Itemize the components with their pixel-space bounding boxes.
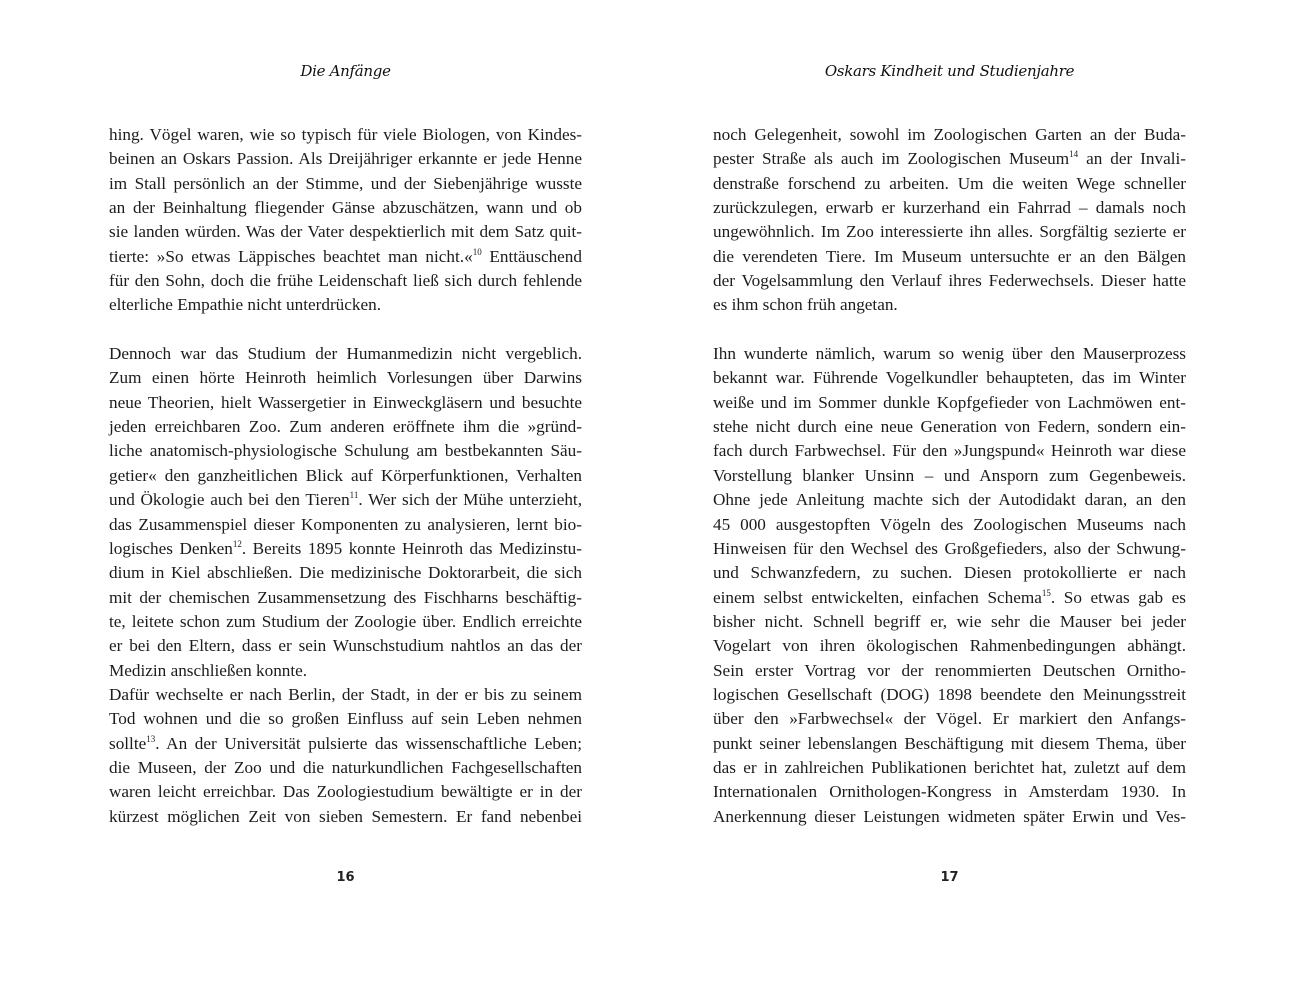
paragraph-gap	[713, 318, 1186, 342]
line-text: Internationalen Ornithologen-Kongress in Amsterdam 1930. In	[713, 782, 1186, 802]
text-line	[713, 805, 1186, 829]
line-text: an der Beinhaltung fliegender Gänse abzuschätzen, wann und ob	[109, 198, 582, 218]
line-text: pester Straße als auch im Zoologischen Museum	[713, 149, 1070, 169]
text-line	[109, 634, 582, 658]
line-text: Zum einen hörte Heinroth heimlich Vorlesungen über Darwins	[109, 368, 582, 388]
line-text: und Ökologie auch bei den Tieren	[109, 490, 350, 510]
line-text: kürzest möglichen Zeit von sieben Semestern. Er fand nebenbei	[109, 806, 582, 826]
text-line	[109, 220, 582, 244]
text-line	[713, 196, 1186, 220]
line-text: logischen Gesellschaft (DOG) 1898 beendete den Meinungsstreit	[713, 684, 1186, 704]
text-line	[109, 586, 582, 610]
text-line	[713, 732, 1186, 756]
line-text: . So etwas gab es	[1050, 587, 1186, 607]
paragraph	[713, 123, 1186, 318]
line-text: waren leicht erreichbar. Das Zoologiestudium bewältigte er in der	[109, 782, 582, 802]
text-line	[713, 391, 1186, 415]
text-line	[109, 683, 582, 707]
line-text: Sein erster Vortrag vor der renommierten Deutschen Ornitho-	[713, 660, 1186, 680]
line-text: für den Sohn, doch die frühe Leidenschaft ließ sich durch fehlende	[109, 271, 582, 291]
body-text	[109, 123, 582, 829]
text-line	[109, 659, 582, 683]
text-line	[713, 780, 1186, 804]
text-line	[713, 707, 1186, 731]
line-text: . Bereits 1895 konnte Heinroth das Medizinstu-	[241, 538, 582, 558]
line-text: . Wer sich der Mühe unterzieht,	[358, 490, 582, 510]
paragraph	[109, 342, 582, 683]
line-text: Hinweisen für den Wechsel des Großgefieders, also der Schwung-	[713, 538, 1186, 558]
line-text: tierte: »So etwas Läppisches beachtet man nicht.«	[109, 246, 473, 266]
footnote-marker[interactable]: 13	[146, 733, 156, 744]
text-line	[713, 172, 1186, 196]
line-text: es ihm schon früh angetan.	[713, 295, 898, 315]
line-text: Vorstellung blanker Unsinn – und Ansporn zum Gegenbeweis.	[713, 465, 1186, 485]
text-line	[713, 586, 1186, 610]
text-line	[713, 245, 1186, 269]
line-text: einem selbst entwickelten, einfachen Schema	[713, 587, 1042, 607]
line-text: weiße und im Sommer dunkle Kopfgefieder von Lachmöwen ent-	[713, 392, 1186, 412]
line-text: denstraße forschend zu arbeiten. Um die weiten Wege schneller	[713, 173, 1186, 193]
left-page	[0, 0, 647, 1000]
line-text: an der Invali-	[1078, 149, 1186, 169]
paragraph	[109, 123, 582, 318]
footnote-marker[interactable]: 10	[472, 246, 482, 257]
running-head: Die Anfänge	[300, 62, 391, 80]
line-text: Dennoch war das Studium der Humanmedizin nicht vergeblich.	[109, 344, 582, 364]
text-line	[109, 464, 582, 488]
line-text: Enttäuschend	[481, 246, 582, 266]
text-line	[713, 683, 1186, 707]
line-text: über den »Farbwechsel« der Vögel. Er markiert den Anfangs-	[713, 709, 1186, 729]
footnote-marker[interactable]: 14	[1069, 149, 1079, 160]
text-line	[109, 488, 582, 512]
paragraph	[713, 342, 1186, 829]
footnote-marker[interactable]: 15	[1041, 587, 1051, 598]
line-text: Ihn wunderte nämlich, warum so wenig über den Mauserprozess	[713, 344, 1186, 364]
text-line	[109, 780, 582, 804]
text-line	[109, 366, 582, 390]
line-text: sie landen würden. Was der Vater despektierlich mit dem Satz quit-	[109, 222, 582, 242]
paragraph-gap	[109, 318, 582, 342]
line-text: das Zusammenspiel dieser Komponenten zu analysieren, lernt bio-	[109, 514, 582, 534]
line-text: Vogelart von ihren ökologischen Rahmenbedingungen abhängt.	[713, 636, 1186, 656]
line-text: liche anatomisch-physiologische Schulung am bestbekannten Säu-	[109, 441, 582, 461]
text-line	[713, 415, 1186, 439]
line-text: das er in zahlreichen Publikationen berichtet hat, zuletzt auf dem	[713, 757, 1186, 777]
text-line	[713, 147, 1186, 171]
text-line	[713, 123, 1186, 147]
text-line	[109, 172, 582, 196]
text-line	[109, 805, 582, 829]
line-text: er bei den Eltern, dass er sein Wunschstudium nahtlos an das der	[109, 636, 582, 656]
right-page	[648, 0, 1295, 1000]
line-text: logisches Denken	[109, 538, 233, 558]
line-text: und Schwanzfedern, zu suchen. Diesen protokollierte er nach	[713, 563, 1186, 583]
text-line	[109, 537, 582, 561]
line-text: bekannt war. Führende Vogelkundler behaupteten, das im Winter	[713, 368, 1186, 388]
line-text: getier« den ganzheitlichen Blick auf Körperfunktionen, Verhalten	[109, 465, 582, 485]
line-text: im Stall persönlich an der Stimme, und der Siebenjährige wusste	[109, 173, 582, 193]
text-line	[713, 756, 1186, 780]
line-text: dium in Kiel abschließen. Die medizinische Doktorarbeit, die sich	[109, 563, 582, 583]
text-line	[109, 293, 582, 317]
text-line	[713, 634, 1186, 658]
line-text: die Museen, der Zoo und die naturkundlichen Fachgesellschaften	[109, 757, 582, 777]
line-text: Ohne jede Anleitung machte sich der Autodidakt daran, an den	[713, 490, 1186, 510]
text-line	[109, 123, 582, 147]
line-text: stehe nicht durch eine neue Generation von Federn, sondern ein-	[713, 417, 1186, 437]
body-text	[713, 123, 1186, 829]
line-text: mit der chemischen Zusammensetzung des Fischharns beschäftig-	[109, 587, 582, 607]
line-text: elterliche Empathie nicht unterdrücken.	[109, 295, 382, 315]
text-line	[109, 561, 582, 585]
page-number: 17	[940, 870, 959, 885]
text-line	[109, 439, 582, 463]
line-text: Tod wohnen und die so großen Einfluss auf sein Leben nehmen	[109, 709, 582, 729]
line-text: hing. Vögel waren, wie so typisch für viele Biologen, von Kindes-	[109, 125, 582, 144]
text-line	[109, 513, 582, 537]
text-line	[713, 561, 1186, 585]
line-text: zurückzulegen, erwarb er kurzerhand ein Fahrrad – damals noch	[713, 198, 1186, 218]
text-line	[713, 488, 1186, 512]
line-text: neue Theorien, hielt Wassergetier in Einweckgläsern und besuchte	[109, 392, 582, 412]
text-line	[109, 269, 582, 293]
text-line	[713, 269, 1186, 293]
line-text: . An der Universität pulsierte das wissenschaftliche Leben;	[155, 733, 582, 753]
text-line	[713, 610, 1186, 634]
paragraph	[109, 683, 582, 829]
text-line	[109, 732, 582, 756]
line-text: 45 000 ausgestopften Vögeln des Zoologischen Museums nach	[713, 514, 1186, 534]
line-text: der Vogelsammlung den Verlauf ihres Federwechsels. Dieser hatte	[713, 271, 1186, 291]
line-text: noch Gelegenheit, sowohl im Zoologischen Garten an der Buda-	[713, 125, 1186, 144]
text-line	[109, 342, 582, 366]
text-line	[109, 147, 582, 171]
text-line	[109, 245, 582, 269]
line-text: die verendeten Tiere. Im Museum untersuchte er an den Bälgen	[713, 246, 1186, 266]
text-line	[109, 391, 582, 415]
line-text: beinen an Oskars Passion. Als Dreijähriger erkannte er jede Henne	[109, 149, 582, 169]
text-line	[713, 537, 1186, 561]
text-line	[713, 342, 1186, 366]
text-line	[109, 196, 582, 220]
footnote-marker[interactable]: 12	[232, 538, 242, 549]
text-line	[713, 366, 1186, 390]
line-text: fach durch Farbwechsel. Für den »Jungspund« Heinroth war diese	[713, 441, 1186, 461]
line-text: jeden erreichbaren Zoo. Zum anderen eröffnete ihm die »gründ-	[109, 417, 582, 437]
line-text: ungewöhnlich. Im Zoo interessierte ihn alles. Sorgfältig sezierte er	[713, 222, 1186, 242]
text-line	[713, 439, 1186, 463]
text-line	[109, 756, 582, 780]
line-text: bisher nicht. Schnell begriff er, wie sehr die Mauser bei jeder	[713, 611, 1186, 631]
text-line	[109, 707, 582, 731]
line-text: sollte	[109, 733, 147, 753]
line-text: Dafür wechselte er nach Berlin, der Stadt, in der er bis zu seinem	[109, 684, 582, 704]
text-line	[713, 513, 1186, 537]
footnote-marker[interactable]: 11	[349, 490, 359, 501]
text-line	[713, 659, 1186, 683]
page-number: 16	[336, 870, 355, 885]
line-text: Anerkennung dieser Leistungen widmeten später Erwin und Ves-	[713, 806, 1186, 826]
text-line	[713, 464, 1186, 488]
line-text: punkt seiner lebenslangen Beschäftigung mit diesem Thema, über	[713, 733, 1186, 753]
text-line	[713, 293, 1186, 317]
line-text: te, leitete schon zum Studium der Zoologie über. Endlich erreichte	[109, 611, 582, 631]
line-text: Medizin anschließen konnte.	[109, 660, 308, 680]
text-line	[109, 610, 582, 634]
text-line	[109, 415, 582, 439]
running-head: Oskars Kindheit und Studienjahre	[824, 62, 1075, 80]
text-line	[713, 220, 1186, 244]
